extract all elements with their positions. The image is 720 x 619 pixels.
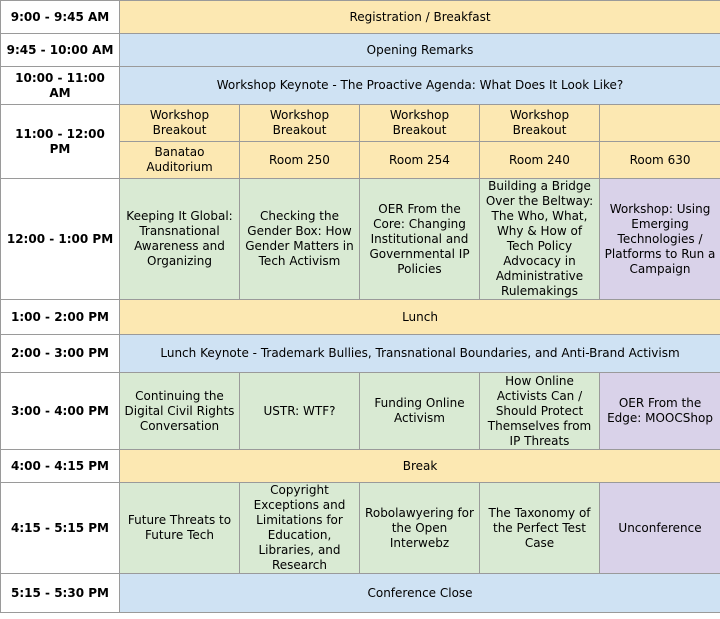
session-cell: Continuing the Digital Civil Rights Conversation [120,373,240,450]
session-cell: Robolawyering for the Open Interwebz [360,483,480,574]
time-cell: 11:00 - 12:00 PM [1,105,120,179]
opening-remarks: Opening Remarks [120,34,720,67]
row-lunch-keynote [1,335,720,373]
session-cell: Copyright Exceptions and Limitations for Education, Libraries, and Research [240,483,360,574]
session-cell: Building a Bridge Over the Beltway: The Who, What, Why & How of Tech Policy Advocacy in Administrative Rulemakings [480,179,600,300]
time-cell: 2:00 - 3:00 PM [1,335,120,373]
time-cell: 1:00 - 2:00 PM [1,300,120,335]
room-cell: Room 630 [600,142,720,179]
room-cell: Room 240 [480,142,600,179]
breakout-cell: Workshop Breakout [360,105,480,142]
row-four [1,483,720,574]
session-cell: Workshop: Using Emerging Technologies / Platforms to Run a Campaign [600,179,720,300]
row-noon [1,179,720,300]
session-cell: Keeping It Global: Transnational Awareness and Organizing [120,179,240,300]
session-cell: OER From the Core: Changing Institutional and Governmental IP Policies [360,179,480,300]
breakout-cell: Workshop Breakout [480,105,600,142]
time-cell: 5:15 - 5:30 PM [1,574,120,613]
session-cell: The Taxonomy of the Perfect Test Case [480,483,600,574]
breakout-cell-empty [600,105,720,142]
session-cell: USTR: WTF? [240,373,360,450]
time-cell: 3:00 - 4:00 PM [1,373,120,450]
lunch: Lunch [120,300,720,335]
row-lunch [1,300,720,335]
break: Break [120,450,720,483]
time-cell: 10:00 - 11:00 AM [1,67,120,105]
session-cell: Checking the Gender Box: How Gender Matters in Tech Activism [240,179,360,300]
row-opening [1,34,720,67]
lunch-keynote: Lunch Keynote - Trademark Bullies, Transnational Boundaries, and Anti-Brand Activism [120,335,720,373]
row-close [1,574,720,613]
breakout-cell: Workshop Breakout [240,105,360,142]
room-cell: Room 250 [240,142,360,179]
time-cell: 12:00 - 1:00 PM [1,179,120,300]
session-cell: Unconference [600,483,720,574]
row-breakout [1,105,720,142]
registration-breakfast: Registration / Breakfast [120,1,720,34]
row-registration [1,1,720,34]
room-cell: Room 254 [360,142,480,179]
row-keynote [1,67,720,105]
room-cell: Banatao Auditorium [120,142,240,179]
conference-close: Conference Close [120,574,720,613]
row-break [1,450,720,483]
time-cell: 9:45 - 10:00 AM [1,34,120,67]
time-cell: 4:00 - 4:15 PM [1,450,120,483]
row-three [1,373,720,450]
time-cell: 4:15 - 5:15 PM [1,483,120,574]
workshop-keynote: Workshop Keynote - The Proactive Agenda: What Does It Look Like? [120,67,720,105]
session-cell: OER From the Edge: MOOCShop [600,373,720,450]
session-cell: Funding Online Activism [360,373,480,450]
session-cell: How Online Activists Can / Should Protect Themselves from IP Threats [480,373,600,450]
time-cell: 9:00 - 9:45 AM [1,1,120,34]
session-cell: Future Threats to Future Tech [120,483,240,574]
breakout-cell: Workshop Breakout [120,105,240,142]
